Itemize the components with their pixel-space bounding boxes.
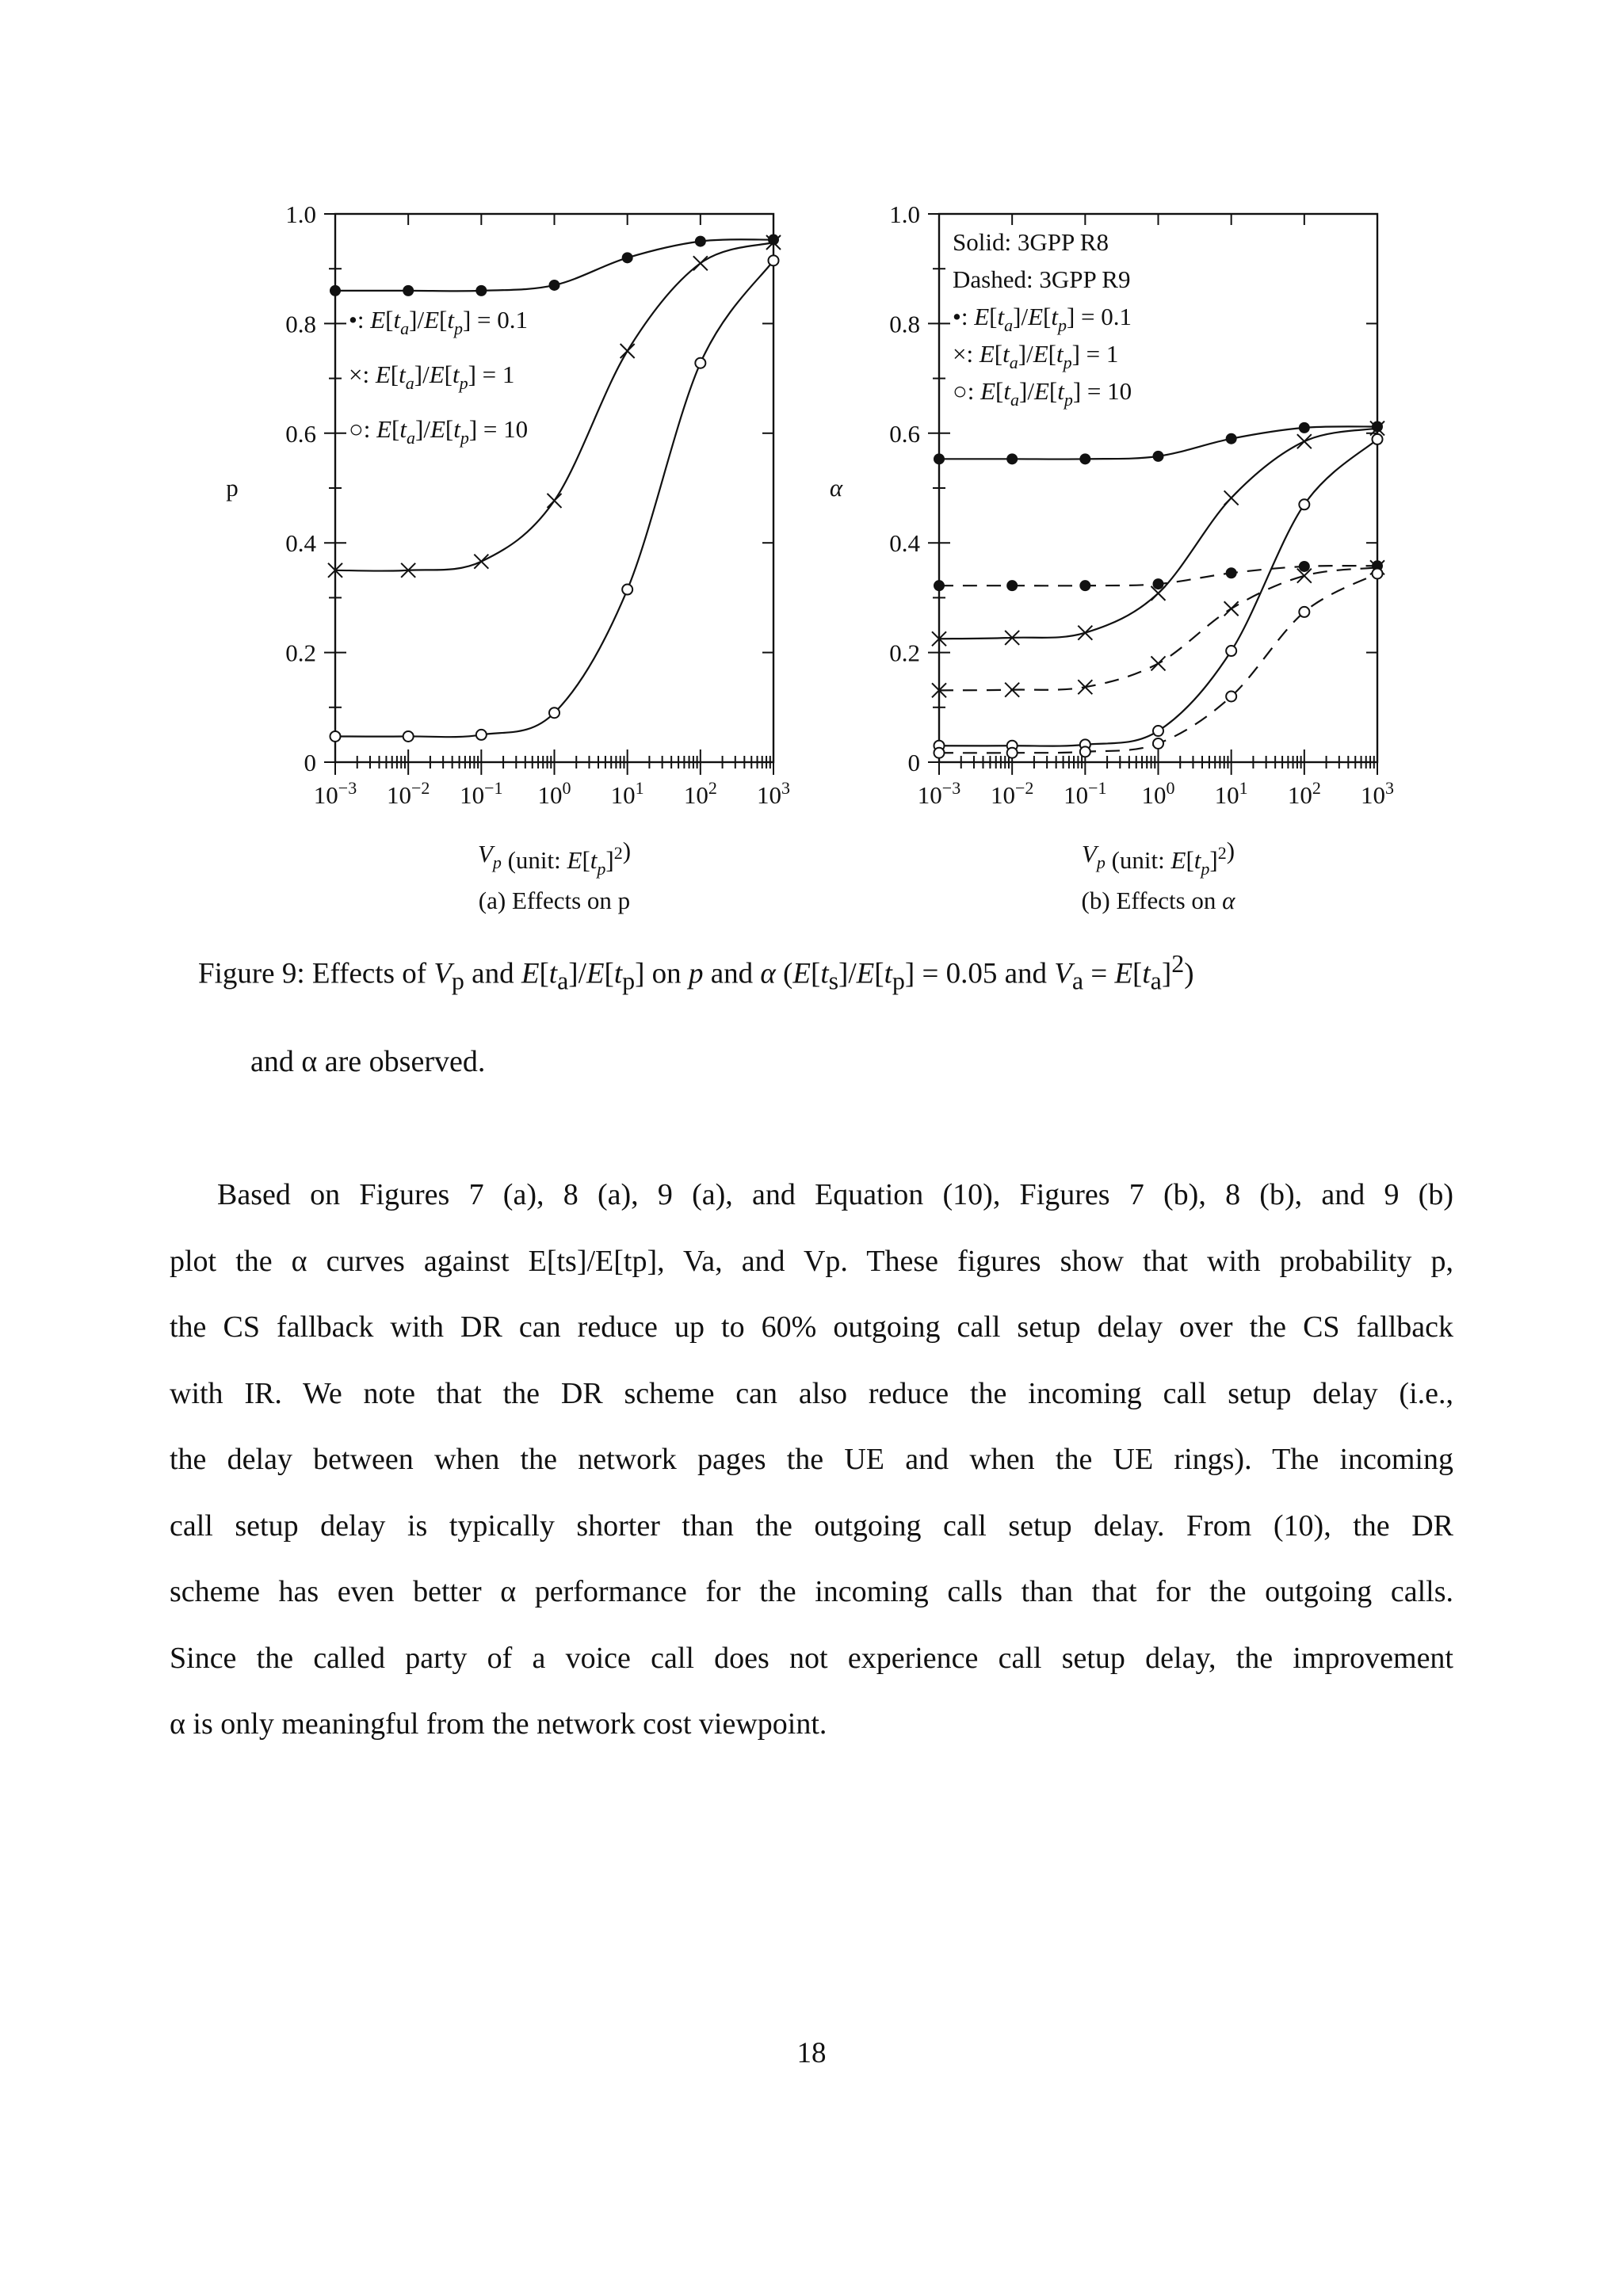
tick-base: 10 <box>386 781 411 809</box>
math-var: t <box>1003 377 1010 405</box>
math-sub: p <box>1096 852 1106 872</box>
x-tick-label <box>1361 778 1394 809</box>
math-var: E <box>370 306 386 334</box>
paragraph-line: Based on Figures 7 (a), 8 (a), 9 (a), and Equation (10), Figures 7 (b), 8 (b), and 9 (b) <box>217 1178 1453 1211</box>
data-point-open <box>1226 646 1236 656</box>
math-var: E <box>376 415 392 443</box>
data-point-open <box>1299 499 1309 509</box>
math-text: Solid: 3GPP R8 <box>953 228 1109 256</box>
math-var: E <box>1033 377 1049 405</box>
data-point-filled <box>1079 580 1090 591</box>
tick-base: 10 <box>917 781 942 809</box>
math-text: = 1 <box>475 360 515 388</box>
y-axis-label <box>226 474 239 502</box>
math-bracket: [ <box>445 415 454 443</box>
legend-entry <box>953 265 1130 293</box>
math-bracket: ] <box>1018 340 1027 368</box>
math-bracket: [ <box>1186 846 1194 874</box>
plot-frame <box>939 214 1377 762</box>
data-point-filled <box>622 252 633 263</box>
math-sup: 2 <box>1217 843 1227 863</box>
page-number: 18 <box>796 2037 827 2069</box>
math-bracket: ] <box>605 846 614 874</box>
paragraph-line: scheme has even better α performance for the incoming calls than that for the outgoing calls. <box>170 1575 1453 1608</box>
y-tick-label: 1.0 <box>285 200 316 228</box>
tick-base: 10 <box>990 781 1015 809</box>
math-bracket: ] <box>414 360 423 388</box>
math-sub: a <box>400 318 410 338</box>
data-point-open <box>1226 691 1236 701</box>
math-text: ○: <box>349 415 377 443</box>
tick-exp: −3 <box>338 778 357 798</box>
tick-base: 10 <box>1064 781 1089 809</box>
x-axis-label <box>478 837 631 879</box>
math-sub: a <box>1004 315 1014 335</box>
math-text: ×: <box>953 340 980 368</box>
math-text: = 1 <box>1079 340 1119 368</box>
data-point-open <box>695 358 705 368</box>
data-point-open <box>476 730 487 740</box>
math-sub: p <box>597 859 606 879</box>
legend-entry <box>349 360 514 393</box>
math-text: E <box>511 887 527 914</box>
tick-exp: −3 <box>941 778 961 798</box>
math-text: ×: <box>349 360 376 388</box>
legend-entry <box>953 377 1132 410</box>
legend-entry <box>953 228 1109 256</box>
tick-exp: −2 <box>411 778 430 798</box>
data-point-open <box>403 731 414 742</box>
data-point-filled <box>475 285 487 296</box>
math-bracket: [ <box>391 415 400 443</box>
math-var: t <box>1056 340 1064 368</box>
math-text: = 10 <box>1081 377 1132 405</box>
math-text: = 0.1 <box>1075 303 1132 330</box>
math-bracket: ] <box>1071 340 1080 368</box>
math-bracket: ] <box>468 360 476 388</box>
x-tick-label <box>1064 778 1106 809</box>
legend-entry <box>349 306 528 338</box>
math-var: E <box>429 360 445 388</box>
math-bracket: ] <box>1018 377 1028 405</box>
subcaption <box>1082 887 1236 914</box>
data-point-filled <box>1299 561 1310 572</box>
data-point-filled <box>934 580 945 591</box>
tick-exp: −1 <box>484 778 503 798</box>
math-text: ) <box>1226 837 1235 864</box>
math-bracket: [ <box>994 340 1003 368</box>
data-point-open <box>769 255 779 265</box>
math-var: E <box>980 377 996 405</box>
paragraph-line: α is only meaningful from the network cost viewpoint. <box>170 1707 827 1741</box>
math-var: V <box>477 840 493 868</box>
plot-frame <box>335 214 773 762</box>
text-line-continuation: and α are observed. <box>250 1045 486 1078</box>
math-text: / <box>1026 340 1033 368</box>
math-bracket: ] <box>409 306 418 334</box>
math-sub: p <box>1063 353 1072 372</box>
subcaption <box>479 887 630 914</box>
paragraph-line: the CS fallback with DR can reduce up to 60% outgoing call setup delay over the CS fallback <box>170 1310 1453 1344</box>
data-point-filled <box>1226 567 1237 578</box>
math-bracket: [ <box>439 306 448 334</box>
x-tick-label <box>757 778 790 809</box>
data-point-filled <box>1299 422 1310 433</box>
data-point-filled <box>403 285 414 296</box>
math-bracket: [ <box>989 303 998 330</box>
data-point-filled <box>1006 580 1018 591</box>
math-var: E <box>974 303 990 330</box>
math-var: E <box>567 846 582 874</box>
tick-base: 10 <box>537 781 563 809</box>
x-tick-label <box>538 778 571 809</box>
math-var: E <box>1170 846 1186 874</box>
math-text: ffects on <box>1131 887 1223 914</box>
x-tick-label <box>460 778 502 809</box>
body-paragraph <box>170 1162 1453 1758</box>
math-var: t <box>399 360 406 388</box>
data-point-filled <box>330 285 341 296</box>
math-var: α <box>829 474 843 502</box>
math-var: V <box>1081 840 1097 868</box>
y-tick-label: 0.4 <box>889 529 920 558</box>
x-axis-label <box>1082 837 1235 879</box>
math-text: E <box>1116 887 1132 914</box>
math-text: •: <box>349 306 371 334</box>
tick-exp: 2 <box>1312 778 1321 798</box>
math-sub: a <box>1009 353 1018 372</box>
math-var: E <box>430 415 445 443</box>
math-text: •: <box>953 303 975 330</box>
y-tick-label: 0 <box>304 749 316 776</box>
math-sup: 2 <box>613 843 623 863</box>
math-var: t <box>447 306 454 334</box>
x-tick-label <box>387 778 430 809</box>
math-var: E <box>1028 303 1043 330</box>
math-text: / <box>422 360 430 388</box>
tick-exp: 0 <box>1166 778 1175 798</box>
data-point-filled <box>695 236 706 247</box>
legend-entry <box>953 303 1132 335</box>
tick-base: 10 <box>683 781 708 809</box>
tick-exp: 3 <box>781 778 790 798</box>
data-point-filled <box>1079 453 1090 464</box>
math-sub: p <box>460 428 469 448</box>
data-point-filled <box>1226 433 1237 444</box>
math-var: t <box>453 415 460 443</box>
math-var: E <box>375 360 391 388</box>
data-point-open <box>622 585 632 595</box>
math-var: E <box>1033 340 1048 368</box>
math-bracket: [ <box>1048 377 1058 405</box>
math-sub: p <box>453 318 463 338</box>
data-point-filled <box>1372 421 1383 432</box>
x-tick-label <box>1215 778 1248 809</box>
math-sub: p <box>459 373 468 393</box>
y-tick-label: 0.8 <box>889 310 920 338</box>
tick-base: 10 <box>610 781 636 809</box>
math-text: / <box>1027 377 1034 405</box>
math-text: ○: <box>953 377 981 405</box>
figure-caption: Figure 9: Effects of $V_p$ and $E[t_a]/E[t_p]$ on p and α ($E[t_s]/E[t_p] = 0.05$ and $V_a = E[t_a]^2$) <box>198 949 1194 995</box>
tick-base: 10 <box>313 781 338 809</box>
math-bracket: ] <box>1072 377 1082 405</box>
math-var: t <box>1002 340 1010 368</box>
math-text: / <box>1021 303 1029 330</box>
math-bracket: [ <box>390 360 399 388</box>
math-text: (unit: <box>501 846 567 874</box>
math-sub: p <box>1057 315 1067 335</box>
math-bracket: ] <box>1066 303 1075 330</box>
x-tick-label <box>611 778 644 809</box>
data-point-open <box>1080 746 1090 757</box>
math-bracket: ] <box>1209 846 1218 874</box>
y-tick-label: 0.8 <box>285 310 316 338</box>
tick-base: 10 <box>1287 781 1312 809</box>
x-tick-label <box>314 778 357 809</box>
x-tick-label <box>991 778 1033 809</box>
plot-b <box>830 200 1394 914</box>
math-bracket: [ <box>385 306 394 334</box>
math-bracket: ] <box>414 415 424 443</box>
math-sub: p <box>492 852 502 872</box>
data-point-open <box>330 731 341 742</box>
tick-base: 10 <box>1361 781 1385 809</box>
tick-exp: 3 <box>1385 778 1394 798</box>
data-point-filled <box>1153 451 1164 462</box>
math-bracket: ] <box>1013 303 1022 330</box>
x-tick-label <box>918 778 960 809</box>
tick-base: 10 <box>1141 781 1167 809</box>
data-point-filled <box>1006 453 1018 464</box>
data-point-open <box>1153 738 1163 749</box>
math-text: / <box>423 415 430 443</box>
math-var: E <box>979 340 995 368</box>
math-bracket: ] <box>462 306 472 334</box>
math-var: t <box>590 846 598 874</box>
data-point-open <box>1373 568 1383 578</box>
math-text: / <box>417 306 425 334</box>
tick-base: 10 <box>1214 781 1239 809</box>
math-text: (a) <box>478 887 512 914</box>
series-line-1 <box>335 242 773 571</box>
y-tick-label: 1.0 <box>889 200 920 228</box>
tick-exp: −1 <box>1088 778 1107 798</box>
math-sub: a <box>1010 390 1019 410</box>
math-bracket: [ <box>444 360 453 388</box>
math-var: t <box>393 306 401 334</box>
y-tick-label: 0.2 <box>889 639 920 667</box>
data-point-filled <box>1153 578 1164 589</box>
math-text: ) <box>622 837 632 864</box>
math-text: = 0.1 <box>471 306 529 334</box>
paragraph-line: call setup delay is typically shorter than the outgoing call setup delay. From (10), the DR <box>170 1508 1453 1543</box>
legend-entry <box>349 415 528 448</box>
math-bracket: [ <box>1048 340 1056 368</box>
tick-exp: 1 <box>1239 778 1248 798</box>
legend-entry <box>953 340 1118 372</box>
math-text: (b) <box>1081 887 1117 914</box>
x-tick-label <box>1142 778 1175 809</box>
math-var: α <box>1222 887 1235 914</box>
data-point-open <box>549 707 559 718</box>
math-bracket: [ <box>582 846 590 874</box>
math-var: t <box>1193 846 1201 874</box>
math-text: p <box>226 474 239 502</box>
math-var: t <box>997 303 1005 330</box>
figure-9 <box>0 0 1623 951</box>
math-bracket: [ <box>1043 303 1052 330</box>
paragraph-line: with IR. We note that the DR scheme can also reduce the incoming call setup delay (i.e., <box>170 1376 1453 1410</box>
tick-base: 10 <box>757 781 781 809</box>
math-bracket: [ <box>995 377 1004 405</box>
paragraph-line: plot the α curves against E[ts]/E[tp], Va, and Vp. These figures show that with probability p, <box>170 1244 1453 1278</box>
math-text: Dashed: 3GPP R9 <box>953 265 1131 293</box>
math-sub: a <box>406 428 415 448</box>
tick-exp: 2 <box>708 778 717 798</box>
tick-exp: 0 <box>562 778 571 798</box>
data-point-open <box>1373 434 1383 444</box>
y-axis-label <box>830 474 843 502</box>
x-tick-label <box>684 778 717 809</box>
tick-base: 10 <box>460 781 485 809</box>
paragraph-line: the delay between when the network pages the UE and when the UE rings). The incoming <box>170 1443 1453 1476</box>
y-tick-label: 0.6 <box>889 419 920 448</box>
data-point-open <box>1153 726 1163 736</box>
math-sub: p <box>1201 859 1210 879</box>
math-text: (unit: <box>1105 846 1171 874</box>
y-tick-label: 0.2 <box>285 639 316 667</box>
tick-exp: 1 <box>635 778 644 798</box>
data-point-open <box>934 748 945 758</box>
math-sub: p <box>1064 390 1073 410</box>
math-var: t <box>452 360 460 388</box>
y-tick-label: 0 <box>907 749 920 776</box>
plot-a <box>226 200 790 914</box>
data-point-filled <box>549 280 560 291</box>
math-bracket: ] <box>468 415 478 443</box>
data-point-open <box>1007 748 1018 758</box>
math-var: t <box>399 415 407 443</box>
y-tick-label: 0.4 <box>285 529 316 558</box>
math-sub: a <box>405 373 414 393</box>
x-tick-label <box>1288 778 1321 809</box>
math-var: t <box>1057 377 1064 405</box>
paragraph-line: Since the called party of a voice call does not experience call setup delay, the improvement <box>170 1641 1453 1675</box>
math-text: = 10 <box>477 415 529 443</box>
math-text: ffects on p <box>526 887 631 914</box>
math-var: E <box>424 306 439 334</box>
data-point-open <box>1299 607 1309 617</box>
data-point-filled <box>934 453 945 464</box>
y-tick-label: 0.6 <box>285 419 316 448</box>
math-var: t <box>1051 303 1058 330</box>
tick-exp: −2 <box>1014 778 1034 798</box>
